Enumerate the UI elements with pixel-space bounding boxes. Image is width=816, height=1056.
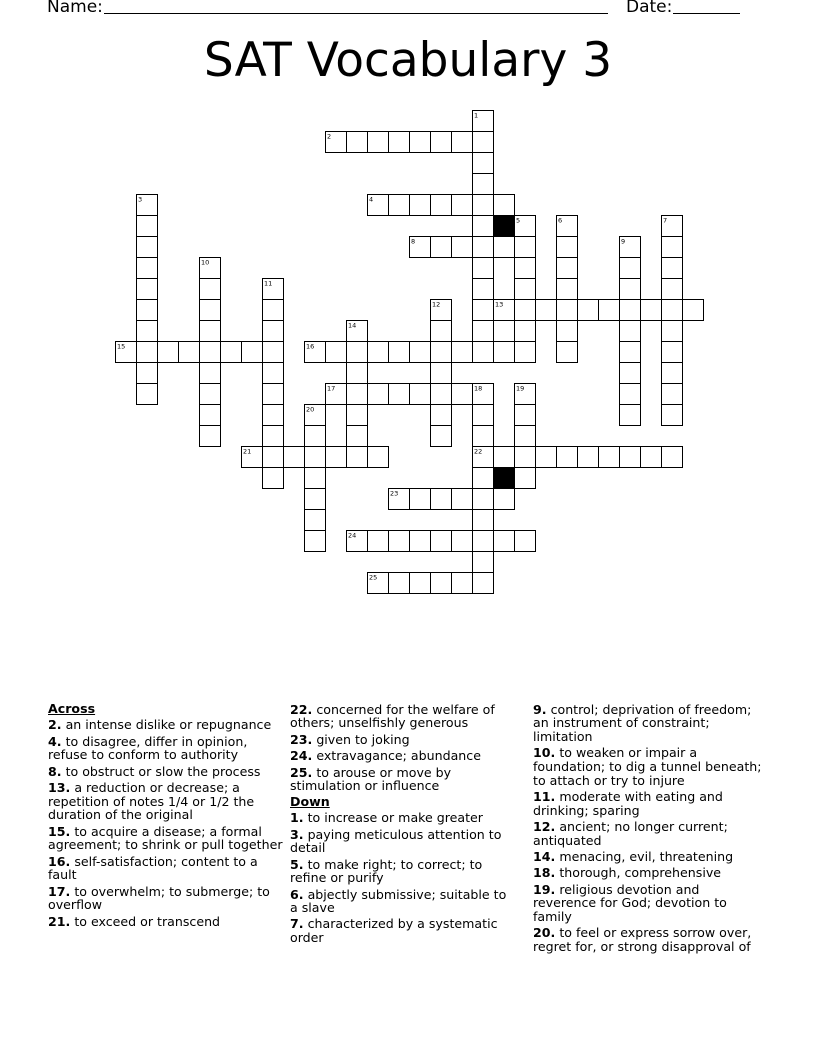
grid-cell[interactable] xyxy=(368,342,389,363)
clue-column-1 xyxy=(48,700,284,928)
grid-cell[interactable] xyxy=(200,426,221,447)
grid-cell[interactable] xyxy=(326,447,347,468)
grid-cell[interactable] xyxy=(200,405,221,426)
grid-cell[interactable] xyxy=(137,237,158,258)
clue-column-2 xyxy=(290,700,514,945)
clue-text: self-satisfaction; content to a fault xyxy=(48,853,258,883)
grid-cell[interactable] xyxy=(620,300,641,321)
clue-number: 21. xyxy=(48,913,71,929)
cell-number: 5 xyxy=(516,216,521,225)
grid-cell[interactable] xyxy=(431,531,452,552)
clue-item xyxy=(533,926,763,953)
grid-cell[interactable] xyxy=(620,321,641,342)
clue-number: 18. xyxy=(533,865,556,881)
grid-cell[interactable] xyxy=(662,342,683,363)
grid-cell[interactable] xyxy=(410,489,431,510)
clue-text: to disagree, differ in opinion, refuse to conform to authority xyxy=(48,733,248,763)
grid-cell[interactable] xyxy=(473,279,494,300)
cell-number: 12 xyxy=(432,300,441,309)
puzzle-title: SAT Vocabulary 3 xyxy=(203,33,613,88)
grid-cell[interactable] xyxy=(557,279,578,300)
grid-cell[interactable] xyxy=(410,195,431,216)
grid-cell[interactable] xyxy=(431,384,452,405)
black-cell xyxy=(494,468,515,489)
grid-cell[interactable] xyxy=(263,447,284,468)
grid-cell[interactable] xyxy=(662,300,683,321)
grid-cell[interactable] xyxy=(347,405,368,426)
cell-number: 8 xyxy=(411,237,416,246)
clue-item xyxy=(48,885,284,912)
grid-cell[interactable] xyxy=(662,384,683,405)
grid-cell[interactable] xyxy=(347,447,368,468)
grid-cell[interactable] xyxy=(137,258,158,279)
grid-cell[interactable] xyxy=(515,279,536,300)
clue-number: 24. xyxy=(290,748,313,764)
clue-number: 20. xyxy=(533,925,556,941)
cell-number: 3 xyxy=(138,195,143,204)
grid-cell[interactable] xyxy=(536,300,557,321)
grid-cell[interactable] xyxy=(515,321,536,342)
clue-item xyxy=(48,781,284,822)
clue-item xyxy=(48,718,284,732)
grid-cell[interactable] xyxy=(200,300,221,321)
cell-number: 9 xyxy=(621,237,626,246)
clue-item xyxy=(533,790,763,817)
clue-text: thorough, comprehensive xyxy=(555,865,722,881)
grid-cell[interactable] xyxy=(263,321,284,342)
clue-item xyxy=(290,703,514,730)
grid-cell[interactable] xyxy=(473,510,494,531)
grid-cell[interactable] xyxy=(431,342,452,363)
grid-cell[interactable] xyxy=(557,447,578,468)
clue-text: characterized by a systematic order xyxy=(290,916,498,946)
clue-number: 16. xyxy=(48,853,71,869)
grid-cell[interactable] xyxy=(494,531,515,552)
cell-number: 1 xyxy=(474,111,479,120)
grid-cell[interactable] xyxy=(305,426,326,447)
cell-number: 6 xyxy=(558,216,563,225)
grid-cell[interactable] xyxy=(620,384,641,405)
clue-item xyxy=(48,735,284,762)
grid-cell[interactable] xyxy=(137,342,158,363)
grid-cell[interactable] xyxy=(389,384,410,405)
grid-cell[interactable] xyxy=(662,279,683,300)
grid-cell[interactable] xyxy=(452,132,473,153)
cell-number: 21 xyxy=(243,447,252,456)
grid-cell[interactable] xyxy=(641,300,662,321)
down-clue-list-continued xyxy=(533,703,763,954)
grid-cell[interactable] xyxy=(305,531,326,552)
grid-cell[interactable] xyxy=(662,237,683,258)
grid-cell[interactable] xyxy=(137,384,158,405)
cell-number: 13 xyxy=(495,300,504,309)
grid-cell[interactable] xyxy=(515,426,536,447)
grid-cell[interactable] xyxy=(263,468,284,489)
clue-text: to weaken or impair a foundation; to dig a tunnel beneath; to attach or try to injure xyxy=(533,745,762,788)
grid-cell[interactable] xyxy=(431,321,452,342)
down-heading: Down xyxy=(290,793,330,809)
grid-cell[interactable] xyxy=(284,447,305,468)
clue-number: 7. xyxy=(290,916,304,932)
cell-number: 4 xyxy=(369,195,374,204)
grid-cell[interactable] xyxy=(137,363,158,384)
grid-cell[interactable] xyxy=(473,342,494,363)
grid-cell[interactable] xyxy=(452,237,473,258)
down-clue-list xyxy=(290,811,514,945)
clue-item xyxy=(48,915,284,929)
grid-cell[interactable] xyxy=(305,489,326,510)
clue-column-3 xyxy=(533,700,763,953)
grid-cell[interactable] xyxy=(515,405,536,426)
clue-number: 8. xyxy=(48,763,62,779)
grid-cell[interactable] xyxy=(473,489,494,510)
grid-cell[interactable] xyxy=(410,342,431,363)
grid-cell[interactable] xyxy=(515,300,536,321)
clue-number: 11. xyxy=(533,788,556,804)
grid-cell[interactable] xyxy=(221,342,242,363)
grid-cell[interactable] xyxy=(137,300,158,321)
grid-cell[interactable] xyxy=(200,342,221,363)
grid-cell[interactable] xyxy=(368,447,389,468)
grid-cell[interactable] xyxy=(368,384,389,405)
grid-cell[interactable] xyxy=(473,552,494,573)
cell-number: 14 xyxy=(348,321,357,330)
clue-text: to overwhelm; to submerge; to overflow xyxy=(48,883,270,913)
clue-item xyxy=(48,765,284,779)
grid-cell[interactable] xyxy=(662,321,683,342)
grid-cell[interactable] xyxy=(200,384,221,405)
clue-item xyxy=(533,866,763,880)
clue-item xyxy=(48,855,284,882)
grid-cell[interactable] xyxy=(683,300,704,321)
grid-cell[interactable] xyxy=(473,531,494,552)
clue-item xyxy=(290,749,514,763)
grid-cell[interactable] xyxy=(473,573,494,594)
grid-cell[interactable] xyxy=(515,447,536,468)
clue-number: 2. xyxy=(48,717,62,733)
clue-text: to exceed or transcend xyxy=(70,913,221,929)
clue-item xyxy=(290,811,514,825)
clue-text: ancient; no longer current; antiquated xyxy=(533,818,728,848)
grid-cell[interactable] xyxy=(473,132,494,153)
clue-item xyxy=(533,820,763,847)
grid-cell[interactable] xyxy=(263,384,284,405)
grid-cell[interactable] xyxy=(494,237,515,258)
grid-cell[interactable] xyxy=(662,258,683,279)
black-cell xyxy=(494,216,515,237)
grid-cell[interactable] xyxy=(389,195,410,216)
clue-text: concerned for the welfare of others; unselfishly generous xyxy=(290,701,495,731)
cell-number: 2 xyxy=(327,132,332,141)
grid-cell[interactable] xyxy=(410,573,431,594)
grid-cell[interactable] xyxy=(473,405,494,426)
grid-cell[interactable] xyxy=(515,468,536,489)
grid-cell[interactable] xyxy=(599,447,620,468)
clue-number: 3. xyxy=(290,826,304,842)
grid-cell[interactable] xyxy=(494,447,515,468)
clue-number: 1. xyxy=(290,810,304,826)
grid-cell[interactable] xyxy=(473,300,494,321)
grid-cell[interactable] xyxy=(410,132,431,153)
clue-text: paying meticulous attention to detail xyxy=(290,826,502,856)
grid-cell[interactable] xyxy=(578,447,599,468)
clue-text: to acquire a disease; a formal agreement; to shrink or pull together xyxy=(48,823,283,853)
grid-cell[interactable] xyxy=(389,573,410,594)
grid-cell[interactable] xyxy=(452,342,473,363)
cell-number: 20 xyxy=(306,405,315,414)
date-label: Date: xyxy=(626,0,673,17)
grid-cell[interactable] xyxy=(620,447,641,468)
clue-number: 17. xyxy=(48,883,71,899)
grid-cell[interactable] xyxy=(662,447,683,468)
grid-cell[interactable] xyxy=(200,279,221,300)
grid-cell[interactable] xyxy=(473,216,494,237)
cell-number: 19 xyxy=(516,384,525,393)
clue-item xyxy=(290,917,514,944)
grid-cell[interactable] xyxy=(515,258,536,279)
grid-cell[interactable] xyxy=(557,342,578,363)
grid-cell[interactable] xyxy=(494,489,515,510)
grid-cell[interactable] xyxy=(662,363,683,384)
clue-number: 5. xyxy=(290,856,304,872)
grid-cell[interactable] xyxy=(389,531,410,552)
clue-text: to increase or make greater xyxy=(303,810,483,826)
clue-item xyxy=(290,858,514,885)
grid-cell[interactable] xyxy=(641,447,662,468)
grid-cell[interactable] xyxy=(473,174,494,195)
grid-cell[interactable] xyxy=(473,258,494,279)
cell-number: 15 xyxy=(117,342,126,351)
clue-text: abjectly submissive; suitable to a slave xyxy=(290,886,507,916)
grid-cell[interactable] xyxy=(620,342,641,363)
clue-number: 25. xyxy=(290,764,313,780)
grid-cell[interactable] xyxy=(431,132,452,153)
clue-item xyxy=(290,828,514,855)
across-heading: Across xyxy=(48,701,96,716)
clue-number: 23. xyxy=(290,731,313,747)
grid-cell[interactable] xyxy=(305,468,326,489)
clue-text: control; deprivation of freedom; an instrument of constraint; limitation xyxy=(533,701,752,744)
grid-cell[interactable] xyxy=(431,363,452,384)
clue-text: extravagance; abundance xyxy=(312,748,481,764)
grid-cell[interactable] xyxy=(578,300,599,321)
grid-cell[interactable] xyxy=(305,510,326,531)
clue-text: moderate with eating and drinking; sparing xyxy=(533,788,723,818)
grid-cell[interactable] xyxy=(494,195,515,216)
clue-item xyxy=(533,883,763,924)
grid-cell[interactable] xyxy=(452,531,473,552)
clue-text: to obstruct or slow the process xyxy=(61,763,261,779)
grid-cell[interactable] xyxy=(242,342,263,363)
clue-number: 4. xyxy=(48,733,62,749)
grid-cell[interactable] xyxy=(431,489,452,510)
cell-number: 23 xyxy=(390,489,399,498)
grid-cell[interactable] xyxy=(557,237,578,258)
grid-cell[interactable] xyxy=(557,321,578,342)
cell-number: 22 xyxy=(474,447,483,456)
clue-item xyxy=(290,766,514,793)
clue-number: 15. xyxy=(48,823,71,839)
grid-cell[interactable] xyxy=(200,363,221,384)
clue-number: 22. xyxy=(290,701,313,717)
grid-cell[interactable] xyxy=(452,195,473,216)
grid-cell[interactable] xyxy=(452,573,473,594)
grid-cell[interactable] xyxy=(431,405,452,426)
grid-cell[interactable] xyxy=(557,258,578,279)
grid-cell[interactable] xyxy=(200,321,221,342)
clue-item xyxy=(48,825,284,852)
grid-cell[interactable] xyxy=(137,321,158,342)
grid-cell[interactable] xyxy=(494,342,515,363)
grid-cell[interactable] xyxy=(263,426,284,447)
grid-cell[interactable] xyxy=(263,300,284,321)
clue-item xyxy=(533,703,763,744)
clue-text: menacing, evil, threatening xyxy=(555,848,734,864)
cell-number: 18 xyxy=(474,384,483,393)
clue-number: 13. xyxy=(48,780,71,796)
grid-cell[interactable] xyxy=(620,405,641,426)
clue-text: an intense dislike or repugnance xyxy=(61,717,272,733)
grid-cell[interactable] xyxy=(431,426,452,447)
grid-cell[interactable] xyxy=(410,384,431,405)
clue-item xyxy=(533,746,763,787)
grid-cell[interactable] xyxy=(179,342,200,363)
name-label: Name: xyxy=(47,0,103,17)
clue-number: 14. xyxy=(533,848,556,864)
grid-cell[interactable] xyxy=(515,237,536,258)
cell-number: 25 xyxy=(369,573,378,582)
cell-number: 11 xyxy=(264,279,273,288)
grid-cell[interactable] xyxy=(389,132,410,153)
grid-cell[interactable] xyxy=(599,300,620,321)
clue-item xyxy=(533,850,763,864)
cell-number: 10 xyxy=(201,258,210,267)
grid-cell[interactable] xyxy=(431,573,452,594)
clue-text: to make right; to correct; to refine or purify xyxy=(290,856,483,886)
grid-cell[interactable] xyxy=(263,342,284,363)
clue-item xyxy=(290,733,514,747)
grid-cell[interactable] xyxy=(263,363,284,384)
grid-cell[interactable] xyxy=(473,153,494,174)
across-clue-list-continued xyxy=(290,703,514,793)
grid-cell[interactable] xyxy=(515,531,536,552)
grid-cell[interactable] xyxy=(452,489,473,510)
cell-number: 16 xyxy=(306,342,315,351)
grid-cell[interactable] xyxy=(137,279,158,300)
grid-cell[interactable] xyxy=(473,426,494,447)
grid-cell[interactable] xyxy=(620,363,641,384)
grid-cell[interactable] xyxy=(347,342,368,363)
grid-cell[interactable] xyxy=(431,237,452,258)
grid-cell[interactable] xyxy=(347,384,368,405)
grid-cell[interactable] xyxy=(158,342,179,363)
clue-text: a reduction or decrease; a repetition of notes 1/4 or 1/2 the duration of the original xyxy=(48,780,255,823)
clue-text: to feel or express sorrow over, regret for, or strong disapproval of xyxy=(533,925,752,954)
clue-text: religious devotion and reverence for God; devotion to family xyxy=(533,881,727,924)
clue-number: 6. xyxy=(290,886,304,902)
grid-cell[interactable] xyxy=(347,363,368,384)
grid-cell[interactable] xyxy=(662,405,683,426)
grid-cell[interactable] xyxy=(263,405,284,426)
grid-cell[interactable] xyxy=(473,468,494,489)
cell-number: 7 xyxy=(663,216,668,225)
grid-cell[interactable] xyxy=(473,195,494,216)
grid-cell[interactable] xyxy=(410,531,431,552)
grid-cell[interactable] xyxy=(137,216,158,237)
grid-cell[interactable] xyxy=(557,300,578,321)
grid-cell[interactable] xyxy=(326,342,347,363)
cell-number: 17 xyxy=(327,384,336,393)
grid-cell[interactable] xyxy=(389,342,410,363)
clue-number: 10. xyxy=(533,745,556,761)
grid-cell[interactable] xyxy=(452,384,473,405)
grid-cell[interactable] xyxy=(620,258,641,279)
grid-cell[interactable] xyxy=(347,132,368,153)
across-clue-list xyxy=(48,718,284,928)
grid-cell[interactable] xyxy=(347,426,368,447)
clue-number: 9. xyxy=(533,701,547,717)
clue-text: to arouse or move by stimulation or influence xyxy=(290,764,452,794)
grid-cell[interactable] xyxy=(620,279,641,300)
clue-number: 19. xyxy=(533,881,556,897)
grid-cell[interactable] xyxy=(536,447,557,468)
grid-cell[interactable] xyxy=(305,447,326,468)
grid-cell[interactable] xyxy=(368,132,389,153)
grid-cell[interactable] xyxy=(431,195,452,216)
grid-cell[interactable] xyxy=(473,237,494,258)
grid-cell[interactable] xyxy=(515,342,536,363)
clue-text: given to joking xyxy=(312,731,410,747)
clue-item xyxy=(290,888,514,915)
grid-cell[interactable] xyxy=(473,321,494,342)
grid-cell[interactable] xyxy=(368,531,389,552)
clue-number: 12. xyxy=(533,818,556,834)
cell-number: 24 xyxy=(348,531,357,540)
